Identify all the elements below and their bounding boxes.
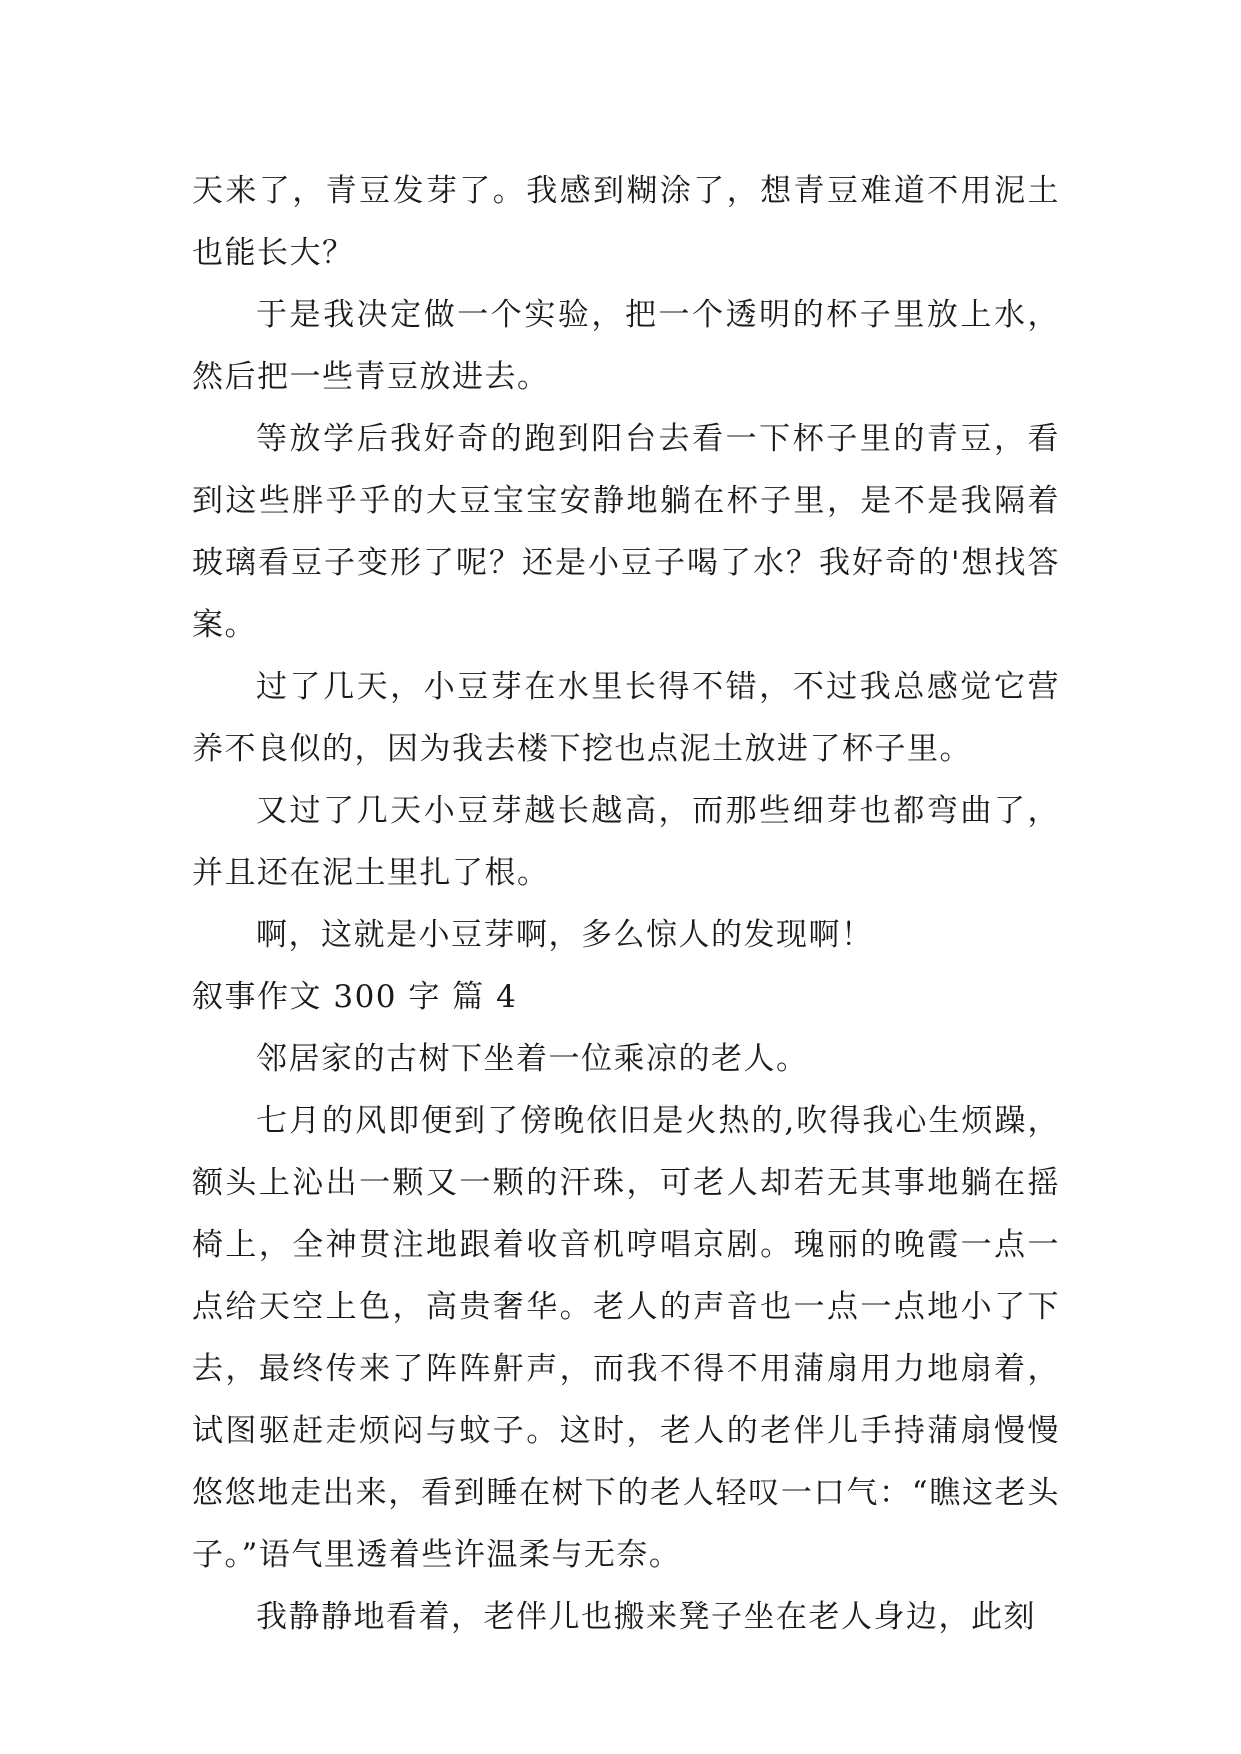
paragraph: 我静静地看着，老伴儿也搬来凳子坐在老人身边，此刻 (256, 1599, 1036, 1635)
paragraph-continuation: 天来了，青豆发芽了。我感到糊涂了，想青豆难道不用泥土也能长大？ (192, 173, 1060, 271)
section-heading: 叙事作文 300 字 篇 4 (192, 979, 518, 1015)
document-body (192, 160, 1060, 1648)
paragraph: 邻居家的古树下坐着一位乘凉的老人。 (256, 1041, 809, 1077)
paragraph: 于是我决定做一个实验，把一个透明的杯子里放上水，然后把一些青豆放进去。 (192, 297, 1060, 395)
paragraph: 等放学后我好奇的跑到阳台去看一下杯子里的青豆，看到这些胖乎乎的大豆宝宝安静地躺在杯子里，是不是我隔着玻璃看豆子变形了呢？还是小豆子喝了水？我好奇的'想找答案。 (192, 421, 1060, 643)
paragraph: 啊，这就是小豆芽啊，多么惊人的发现啊！ (256, 917, 874, 953)
paragraph: 又过了几天小豆芽越长越高，而那些细芽也都弯曲了，并且还在泥土里扎了根。 (192, 793, 1060, 891)
paragraph: 七月的风即便到了傍晚依旧是火热的,吹得我心生烦躁，额头上沁出一颗又一颗的汗珠，可老人却若无其事地躺在摇椅上，全神贯注地跟着收音机哼唱京剧。瑰丽的晚霞一点一点给天空上色，高贵奢华。老人的声音也一点一点地小了下去，最终传来了阵阵鼾声，而我不得不用蒲扇用力地扇着，试图驱赶走烦闷与蚊子。这时，老人的老伴儿手持蒲扇慢慢悠悠地走出来，看到睡在树下的老人轻叹一口气：“瞧这老头子。”语气里透着些许温柔与无奈。 (192, 1103, 1060, 1573)
paragraph: 过了几天，小豆芽在水里长得不错，不过我总感觉它营养不良似的，因为我去楼下挖也点泥土放进了杯子里。 (192, 669, 1060, 767)
